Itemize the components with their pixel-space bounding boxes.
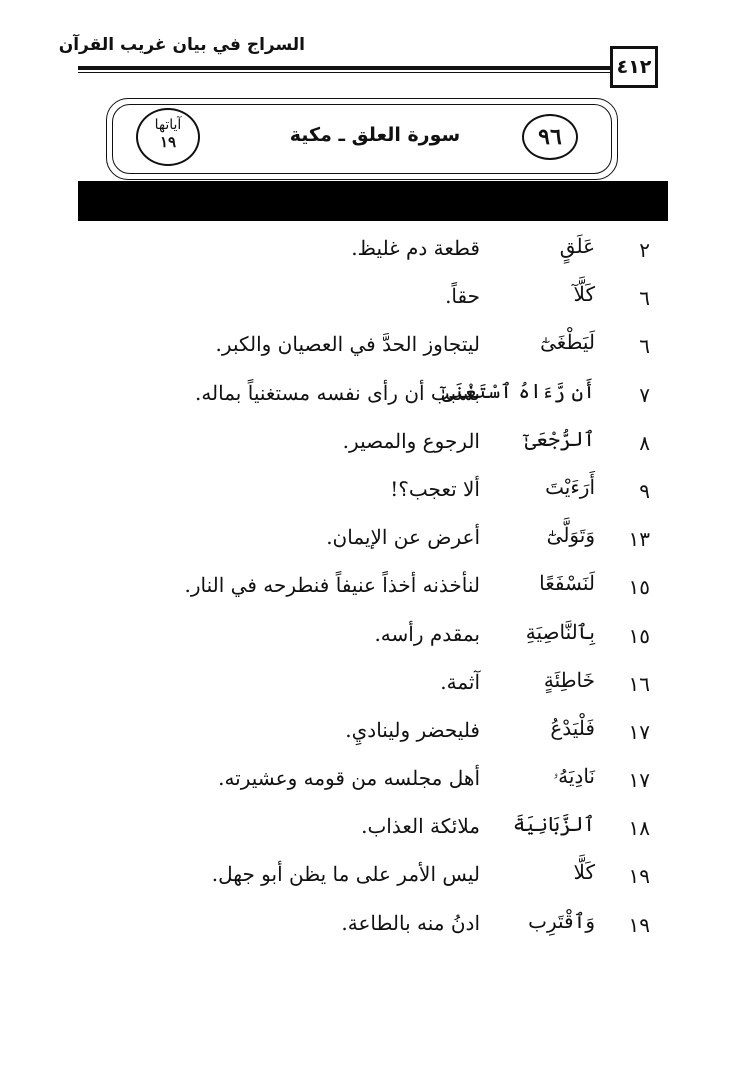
verse-number: ١٩: [628, 864, 650, 889]
book-title: السراج في بيان غريب القرآن: [58, 35, 305, 55]
word-meaning: ليتجاوز الحدَّ في العصيان والكبر.: [215, 332, 480, 357]
word-meaning: فليحضر وليناديِ.: [345, 717, 480, 742]
entry-row: [0, 377, 755, 425]
quran-word: كَلَّا: [573, 860, 595, 885]
quran-word: كَلَّآ: [573, 282, 595, 307]
entries-list: [0, 232, 755, 955]
surah-name: سورة العلق ـ مكية: [289, 124, 461, 146]
entry-row: [0, 907, 755, 955]
verses-count-circle: [136, 108, 200, 166]
entry-row: [0, 666, 755, 714]
verse-number: ٦: [639, 334, 650, 359]
verse-number: ١٥: [628, 575, 650, 600]
quran-word: عَلَقٍ: [559, 234, 595, 258]
entry-row: [0, 762, 755, 810]
quran-word: أَن رَّءَاهُ ٱسْتَغْنَىٰٓ: [441, 378, 595, 403]
entry-row: [0, 425, 755, 473]
entry-row: [0, 328, 755, 376]
quran-word: خَاطِئَةٍ: [543, 667, 595, 692]
verse-number: ١٣: [628, 527, 650, 552]
quran-word: وَٱقْتَرِب: [528, 908, 595, 933]
header-rule-thick: [78, 66, 610, 70]
word-meaning: بسبب أن رأى نفسه مستغنياً بماله.: [194, 380, 480, 405]
quran-word: أَرَءَيْتَ: [545, 474, 595, 499]
entry-row: [0, 473, 755, 521]
verse-number: ٦: [639, 286, 650, 311]
quran-word: بِٱلنَّاصِيَةِ: [525, 619, 595, 644]
surah-number-circle: ٩٦: [522, 114, 578, 160]
word-meaning: حقاً.: [445, 284, 480, 309]
verse-number: ١٩: [628, 912, 650, 937]
quran-word: لَنَسْفَعًا: [539, 571, 595, 596]
section-bar: [78, 181, 668, 221]
word-meaning: قطعة دم غليظ.: [351, 236, 480, 260]
entry-row: [0, 618, 755, 666]
word-meaning: ادنُ منه بالطاعة.: [341, 910, 480, 935]
verse-number: ١٦: [628, 671, 650, 696]
page-number: ٤١٢: [610, 46, 658, 88]
verse-number: ١٧: [628, 719, 650, 744]
verses-label: آياتها: [154, 117, 182, 133]
entry-row: [0, 569, 755, 617]
word-meaning: الرجوع والمصير.: [342, 428, 480, 453]
quran-word: وَتَوَلَّىٰٓ: [546, 523, 595, 548]
verse-number: ١٧: [628, 768, 650, 793]
entry-row: [0, 232, 755, 280]
verse-number: ١٥: [628, 623, 650, 648]
word-meaning: ملائكة العذاب.: [361, 814, 480, 839]
entry-row: [0, 714, 755, 762]
entry-row: [0, 521, 755, 569]
header-rule-thin: [78, 72, 610, 73]
word-meaning: أهل مجلسه من قومه وعشيرته.: [218, 766, 480, 791]
entry-row: [0, 810, 755, 858]
word-meaning: ليس الأمر على ما يظن أبو جهل.: [211, 862, 480, 887]
word-meaning: آثمة.: [440, 669, 480, 694]
word-meaning: ألا تعجب؟!: [390, 476, 480, 501]
quran-word: ٱلرُّجْعَىٰٓ: [524, 426, 595, 451]
quran-word: لَيَطْغَىٰٓ: [540, 330, 595, 355]
entry-row: [0, 858, 755, 906]
word-meaning: لنأخذنه أخذاً عنيفاً فنطرحه في النار.: [184, 573, 480, 598]
quran-word: فَلْيَدْعُ: [550, 715, 595, 740]
verse-number: ٨: [639, 430, 650, 455]
verse-number: ٧: [639, 382, 650, 407]
quran-word: نَادِيَهُۥ: [553, 764, 595, 789]
entry-row: [0, 280, 755, 328]
verses-count: ١٩: [159, 133, 177, 151]
verse-number: ٩: [639, 478, 650, 503]
quran-word: ٱلزَّبَانِيَةَ: [512, 812, 595, 837]
verse-number: ١٨: [628, 816, 650, 841]
verse-number: ٢: [639, 238, 650, 262]
word-meaning: أعرض عن الإيمان.: [326, 525, 480, 550]
word-meaning: بمقدم رأسه.: [374, 621, 480, 646]
